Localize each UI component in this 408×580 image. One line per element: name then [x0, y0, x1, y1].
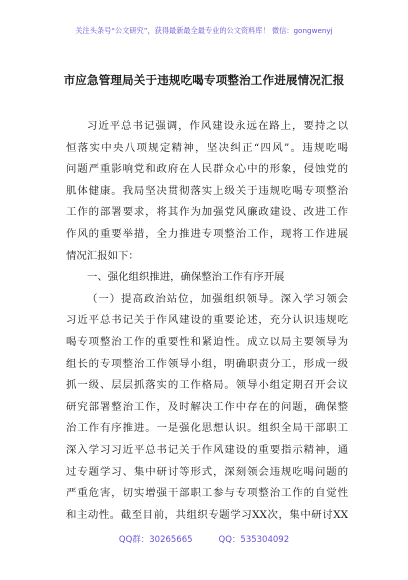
body-line: 情况汇报如下：	[66, 249, 139, 262]
body-line: 和主动性。截至目前，共组织专题学习XX次，集中研讨XX	[66, 508, 348, 521]
body-line: 组长的专项整治工作领导小组，明确职责分工，形成一级	[66, 357, 348, 370]
body-line: 问题严重影响党和政府在人民群众心中的形象，侵蚀党的	[66, 163, 348, 176]
body-line: 恒落实中央八项规定精神，坚决纠正“四风”。违规吃喝	[66, 141, 348, 154]
footer-contact	[0, 533, 408, 545]
body-line: 治工作有序推进。一是强化思想认识。组织全局干部职工	[66, 422, 348, 435]
body-line: （一）提高政治站位，加强组织领导。深入学习领会	[87, 292, 348, 305]
body-line: 习近平总书记关于作风建设的重要论述，充分认识违规吃	[66, 314, 348, 327]
body-line: 严重危害，切实增强干部职工参与专项整治工作的自觉性	[66, 487, 348, 500]
section-heading: 一、强化组织推进，确保整治工作有序开展	[87, 271, 285, 284]
body-line: 作风的重要举措，全力推进专项整治工作，现将工作进展	[66, 227, 348, 240]
document-title: 市应急管理局关于违规吃喝专项整治工作进展情况汇报	[63, 73, 345, 87]
body-line: 过专题学习、集中研讨等形式，深刻领会违规吃喝问题的	[66, 465, 348, 478]
body-line: 研究部署整治工作，及时解决工作中存在的问题，确保整	[66, 400, 348, 413]
document-body	[66, 116, 348, 526]
body-line: 工作的部署要求，将其作为加强党风廉政建设、改进工作	[66, 206, 348, 219]
top-banner: 关注头条号“公文研究”，获得最新最全最专业的公文资料库！ 微信：gongwenyj	[75, 26, 333, 35]
body-line: 肌体健康。我局坚决贯彻落实上级关于违规吃喝专项整治	[66, 184, 348, 197]
qq-number: QQ：535304092	[218, 535, 290, 545]
body-line: 习近平总书记强调，作风建设永远在路上，要持之以	[87, 120, 348, 132]
body-line: 抓一级、层层抓落实的工作格局。领导小组定期召开会议	[66, 379, 348, 392]
body-line: 深入学习习近平总书记关于作风建设的重要指示精神，通	[66, 443, 348, 456]
body-line: 喝专项整治工作的重要性和紧迫性。成立以局主要领导为	[66, 335, 348, 348]
qq-group: QQ群：30265665	[118, 535, 193, 545]
